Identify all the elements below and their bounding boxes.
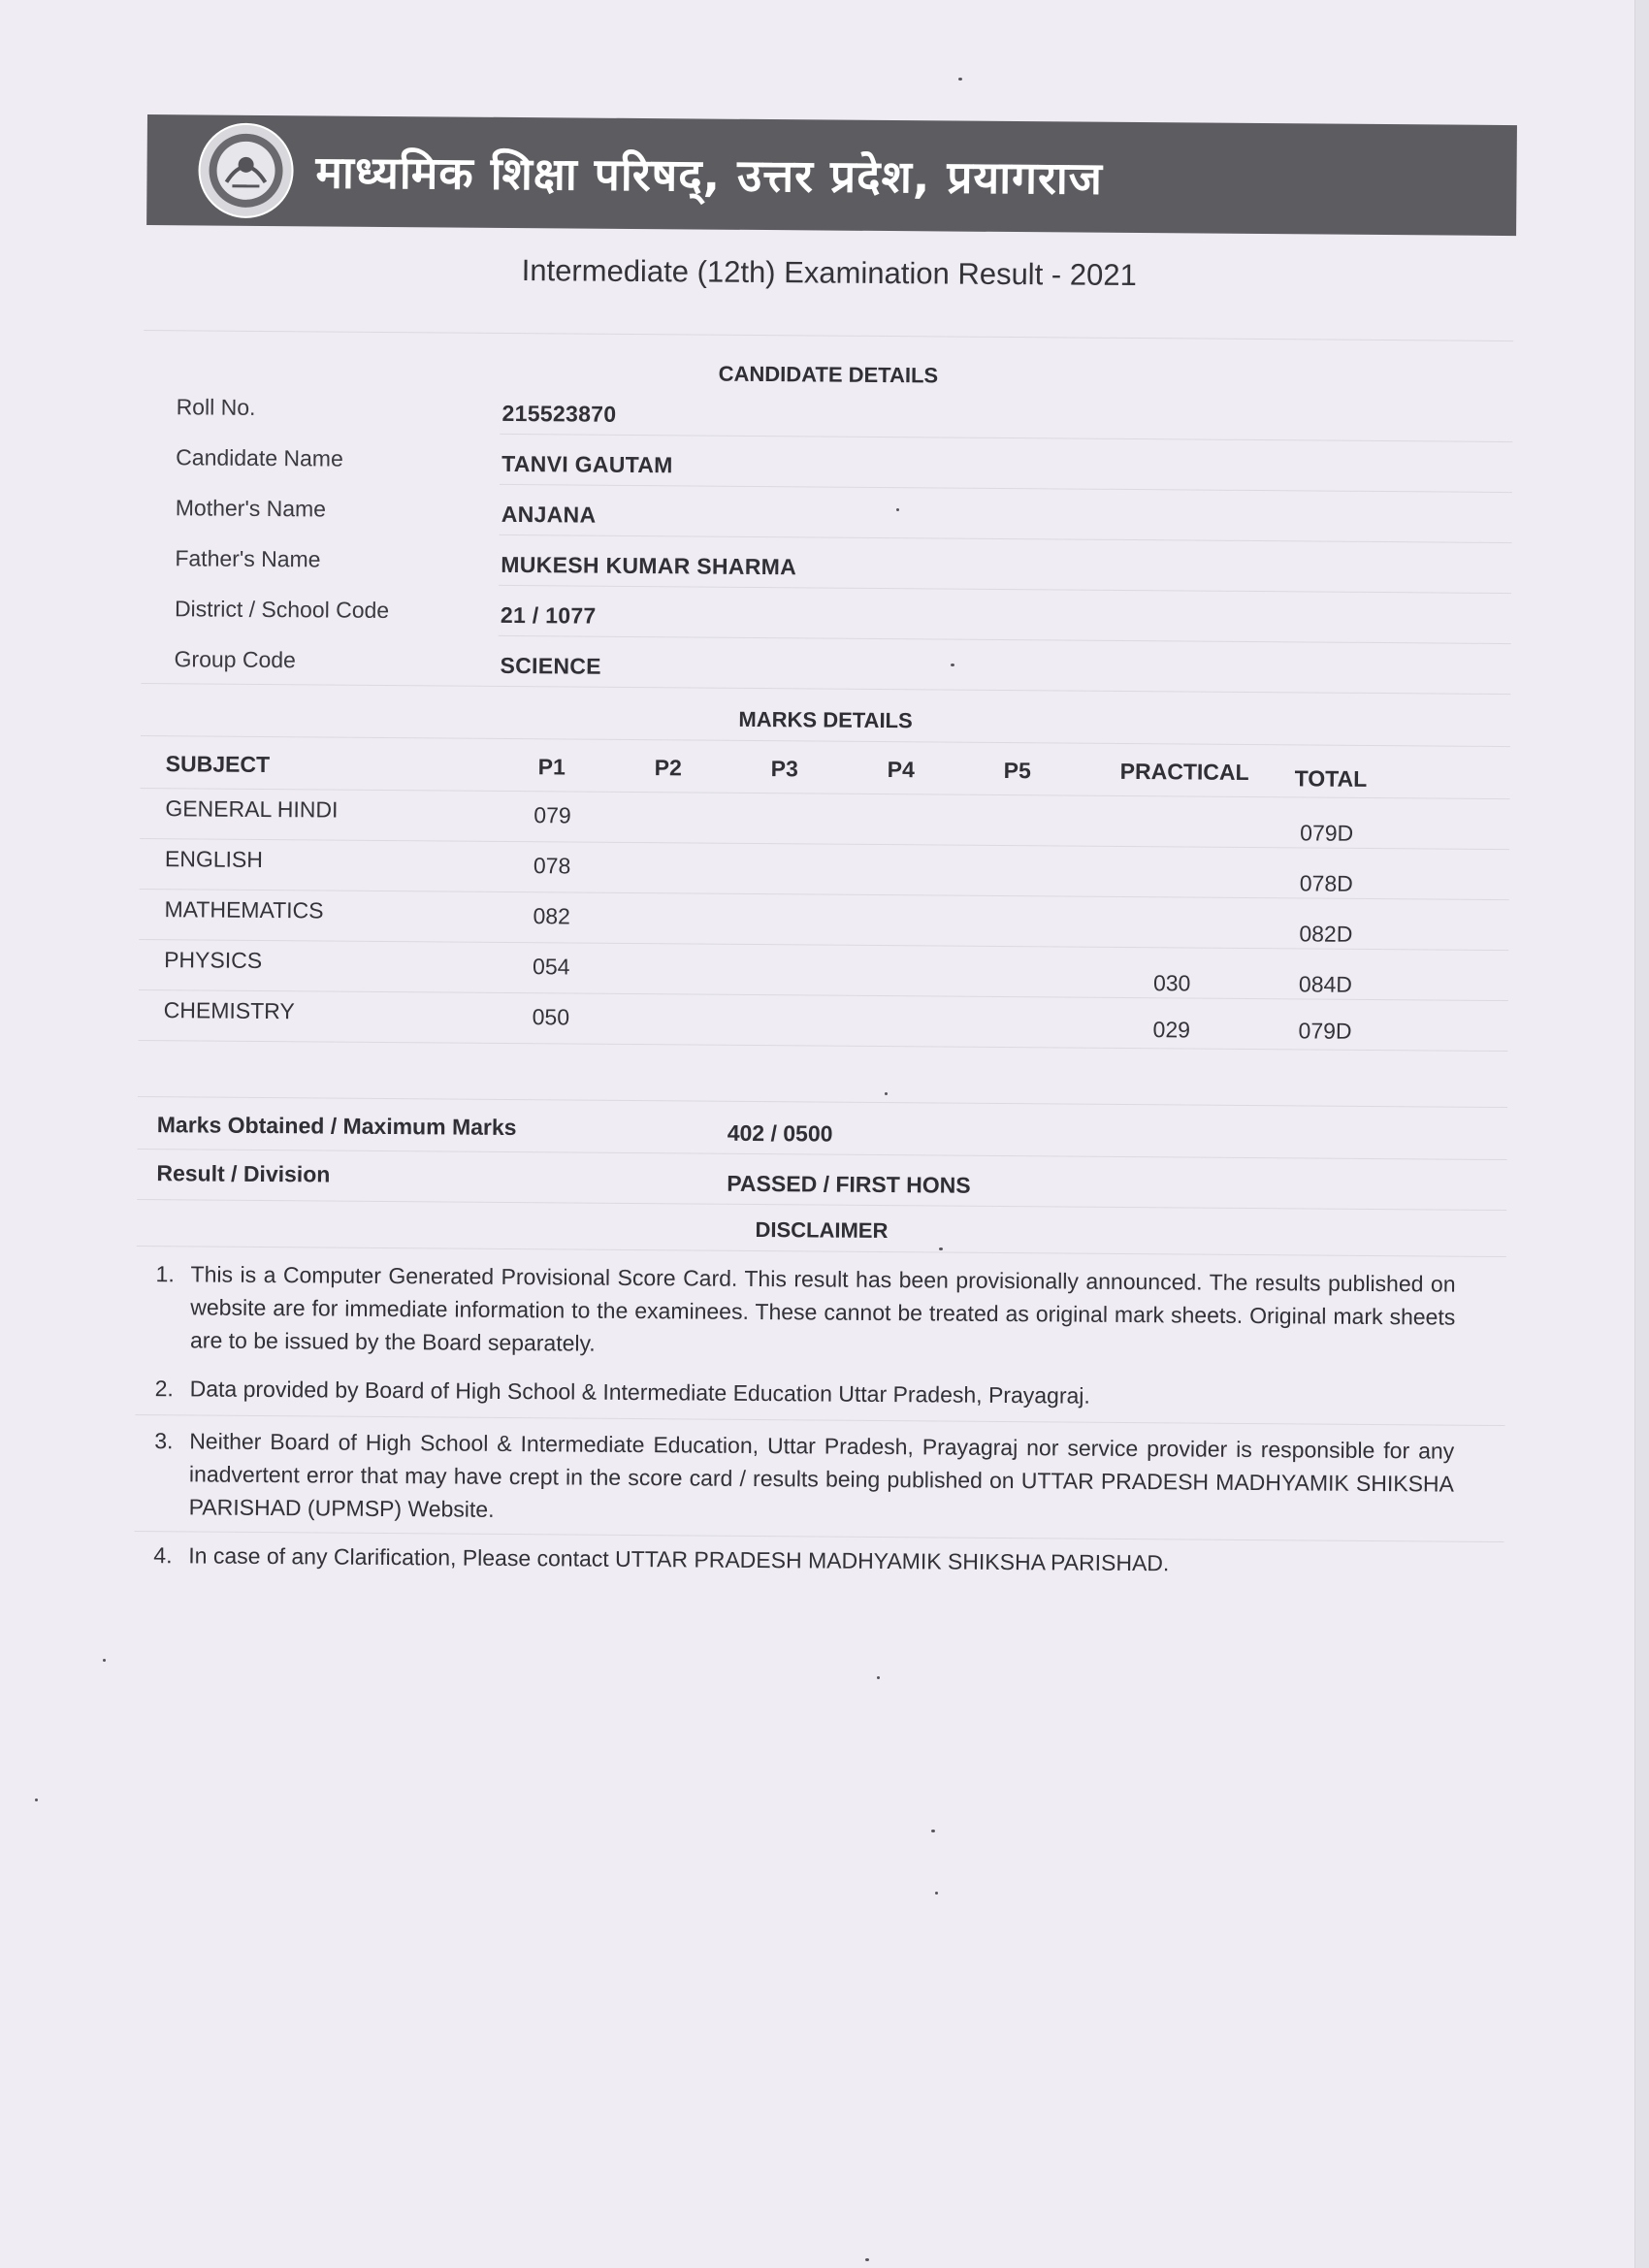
p1-mark: 054 (533, 954, 570, 980)
result-card (134, 114, 1518, 1658)
col-p3: P3 (770, 756, 798, 782)
p1-mark: 082 (533, 903, 570, 929)
divider (500, 434, 1512, 442)
practical-mark: 029 (1152, 1017, 1191, 1043)
page-edge (1634, 0, 1649, 2268)
candidate-details-heading: CANDIDATE DETAILS (718, 361, 939, 388)
roll-no-value: 215523870 (501, 400, 617, 427)
scan-speck (865, 2258, 869, 2261)
p1-mark: 050 (532, 1004, 570, 1030)
result-division-label: Result / Division (156, 1160, 331, 1187)
district-school-code-label: District / School Code (174, 596, 390, 623)
divider (499, 635, 1511, 644)
result-division-value: PASSED / FIRST HONS (727, 1170, 971, 1198)
item-text: In case of any Clarification, Please contact UTTAR PRADESH MADHYAMIK SHIKSHA PARISHAD. (188, 1542, 1170, 1576)
item-number: 1. (155, 1261, 175, 1287)
group-code-label: Group Code (174, 646, 297, 673)
item-text: Data provided by Board of High School & Intermediate Education Uttar Pradesh, Prayagraj. (189, 1376, 1090, 1409)
district-school-code-value: 21 / 1077 (500, 601, 597, 629)
subject-name: PHYSICS (164, 947, 263, 973)
divider (138, 1096, 1507, 1108)
candidate-name-value: TANVI GAUTAM (501, 450, 673, 478)
mother-name-value: ANJANA (501, 501, 597, 528)
divider (135, 1414, 1504, 1426)
divider (499, 585, 1511, 594)
divider (144, 330, 1513, 341)
divider (137, 1246, 1506, 1257)
p1-mark: 078 (533, 853, 571, 879)
divider (137, 1199, 1506, 1211)
candidate-name-label: Candidate Name (176, 444, 343, 471)
disclaimer-item (153, 1539, 1453, 1582)
marks-details-heading: MARKS DETAILS (738, 706, 913, 733)
divider (141, 683, 1510, 695)
subject-name: MATHEMATICS (164, 896, 324, 923)
scan-speck (931, 1830, 935, 1832)
col-p2: P2 (654, 755, 682, 781)
subject-name: CHEMISTRY (163, 997, 295, 1024)
marks-obtained-label: Marks Obtained / Maximum Marks (156, 1112, 517, 1141)
divider (500, 535, 1512, 543)
total-mark: 082D (1299, 921, 1353, 947)
divider (141, 735, 1510, 747)
col-total: TOTAL (1294, 765, 1368, 792)
board-name: माध्यमिक शिक्षा परिषद्, उत्तर प्रदेश, प्रयागराज (315, 146, 1104, 205)
father-name-value: MUKESH KUMAR SHARMA (501, 551, 797, 580)
scan-speck (958, 78, 962, 81)
total-mark: 078D (1299, 870, 1353, 896)
total-mark: 079D (1298, 1018, 1352, 1044)
exam-title: Intermediate (12th) Examination Result - 2021 (521, 253, 1137, 293)
disclaimer-heading: DISCLAIMER (755, 1216, 889, 1244)
p1-mark: 079 (534, 802, 571, 828)
item-text: Neither Board of High School & Intermediate Education, Uttar Pradesh, Prayagraj nor service provider is responsible for any inadvertent error that may have crept in the score card / results being published on UTTAR PRADESH MADHYAMIK SHIKSHA PARISHAD (UPMSP) Website. (188, 1428, 1455, 1522)
disclaimer-item (154, 1424, 1455, 1534)
roll-no-label: Roll No. (176, 394, 256, 420)
col-subject: SUBJECT (165, 751, 271, 778)
col-practical: PRACTICAL (1119, 758, 1249, 785)
divider (500, 484, 1512, 493)
upmsp-emblem-icon (197, 121, 295, 219)
board-banner (146, 114, 1517, 236)
col-p4: P4 (887, 757, 915, 783)
mother-name-label: Mother's Name (175, 495, 327, 522)
group-code-value: SCIENCE (500, 652, 601, 679)
divider (138, 1149, 1507, 1160)
subject-name: ENGLISH (164, 846, 264, 872)
scan-speck (35, 1798, 38, 1801)
item-text: This is a Computer Generated Provisional Score Card. This result has been provisionally announced. The results published on website are for immediate information to the examinees. These cannot be treated as original mark sheets. Original mark sheets are to be issued by the Board separately. (189, 1261, 1456, 1356)
col-p1: P1 (537, 754, 566, 780)
scan-speck (877, 1676, 880, 1679)
item-number: 2. (154, 1376, 174, 1402)
marks-obtained-value: 402 / 0500 (727, 1119, 833, 1147)
item-number: 3. (154, 1428, 174, 1454)
disclaimer-item (155, 1257, 1456, 1367)
total-mark: 084D (1298, 971, 1353, 997)
total-mark: 079D (1300, 820, 1354, 846)
scan-speck (103, 1659, 106, 1662)
scan-speck (935, 1892, 938, 1895)
practical-mark: 030 (1152, 970, 1191, 996)
disclaimer-item (155, 1372, 1455, 1415)
subject-name: GENERAL HINDI (165, 795, 339, 823)
father-name-label: Father's Name (175, 545, 321, 572)
col-p5: P5 (1003, 757, 1031, 784)
item-number: 4. (153, 1542, 173, 1569)
